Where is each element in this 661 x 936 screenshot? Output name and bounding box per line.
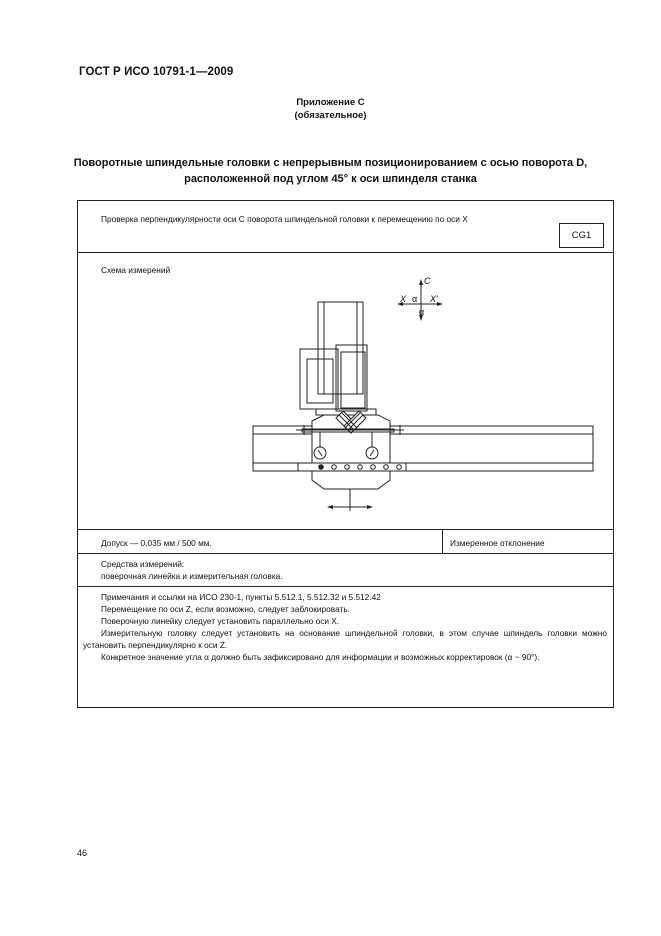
column-divider	[442, 529, 443, 553]
instruments-text: поверочная линейка и измерительная головка.	[101, 571, 283, 581]
annex-title: Приложение С	[296, 97, 365, 108]
tolerance-text: Допуск — 0,035 мм / 500 мм.	[101, 538, 212, 548]
page-number: 46	[77, 848, 88, 858]
note-line: Конкретное значение угла α должно быть зафиксировано для информации и возможных корректировок (α ~ 90°).	[101, 652, 540, 662]
annex-heading-line-1: Поворотные шпиндельные головки с непрерывным позиционированием с осью поворота D,	[73, 157, 588, 169]
check-table	[77, 200, 614, 708]
scheme-label: Схема измерений	[101, 265, 171, 275]
axis-c-arrow	[419, 279, 423, 285]
check-description: Проверка перпендикулярности оси С поворота шпиндельной головки к перемещению по оси X	[101, 214, 468, 224]
axis-label-x-prime: X'	[430, 294, 438, 304]
note-line: Перемещение по оси Z, если возможно, следует заблокировать.	[101, 604, 350, 614]
axis-x-arrow-right	[437, 302, 443, 306]
instruments-title: Средства измерений:	[101, 559, 185, 569]
axis-label-alpha-bottom: α	[419, 307, 425, 317]
row-divider	[78, 252, 613, 253]
measured-deviation-label: Измеренное отклонение	[450, 538, 545, 548]
check-code: CG1	[571, 230, 592, 241]
notes-block	[83, 591, 607, 663]
document-header: ГОСТ Р ИСО 10791-1—2009	[79, 66, 234, 78]
slotted-bar	[298, 463, 406, 471]
note-line: Примечания и ссылки на ИСО 230-1, пункты 5.512.1, 5.512.32 и 5.512.42	[101, 592, 381, 602]
annex-status: (обязательное)	[294, 110, 367, 121]
note-line: Измерительную головку следует установить на основание шпиндельной головки, в этом случае шпиндель головки можно установить перпендикулярно к оси Z.	[83, 628, 607, 650]
row-divider	[78, 529, 613, 530]
row-divider	[78, 586, 613, 587]
measurement-diagram	[78, 275, 613, 527]
check-code-box	[559, 223, 604, 248]
spindle-head-block	[300, 349, 338, 409]
annex-heading-line-2: расположенной под углом 45° к оси шпинделя станка	[184, 173, 477, 185]
axis-label-c: C	[424, 276, 431, 286]
note-line: Поверочную линейку следует установить параллельно оси X.	[101, 616, 340, 626]
axis-label-alpha-top: α	[412, 294, 418, 304]
axis-label-x: X	[400, 294, 407, 304]
row-divider	[78, 553, 613, 554]
